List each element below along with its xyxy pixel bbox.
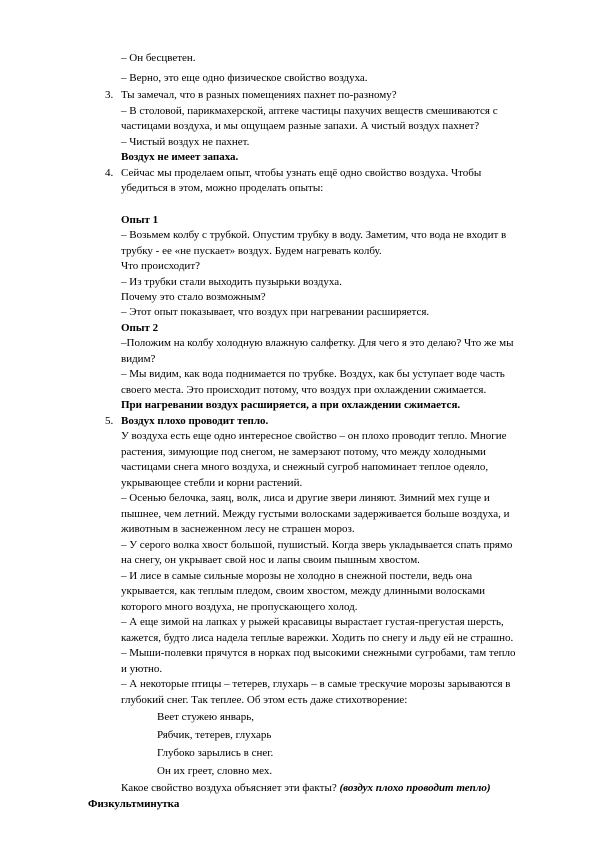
text-line: – Мыши-полевки прячутся в норках под высокими снежными сугробами, там тепло	[121, 647, 516, 659]
text-line: растения, зимующие под снегом, не замерзают потому, что между холодными	[121, 446, 486, 458]
text-line: Ты замечал, что в разных помещениях пахнет по-разному?	[121, 89, 397, 101]
text-line: – Осенью белочка, заяц, волк, лиса и другие звери линяют. Зимний мех гуще и	[121, 492, 490, 504]
text-line: – А некоторые птицы – тетерев, глухарь – в самые трескучие морозы зарываются в	[121, 678, 511, 690]
text-line: на снегу, он укрывает свой нос и лапы своим пышным хвостом.	[121, 554, 420, 566]
text-line: – Из трубки стали выходить пузырьки воздуха.	[121, 276, 342, 288]
text-line: Что происходит?	[121, 260, 201, 272]
text-line: – Чистый воздух не пахнет.	[121, 136, 250, 148]
text-line: – Он бесцветен.	[121, 52, 196, 64]
list-number: 5.	[105, 415, 114, 427]
text-line: – Этот опыт показывает, что воздух при нагревании расширяется.	[121, 306, 430, 318]
bold-conclusion: Воздух не имеет запаха.	[121, 151, 239, 163]
text-line: – Возьмем колбу с трубкой. Опустим трубку в воду. Заметим, что вода не входит в	[121, 229, 507, 241]
text-line: пышнее, чем летний. Между густыми волосками задерживается больше воздуха, и	[121, 508, 510, 520]
text-line: – А еще зимой на лапках у рыжей красавицы вырастает густая-прегустая шерсть,	[121, 616, 504, 628]
answer-text: (воздух плохо проводит тепло)	[339, 782, 491, 794]
bold-conclusion: Воздух плохо проводит тепло.	[121, 415, 269, 427]
text-line: – И лисе в самые сильные морозы не холодно в снежной постели, ведь она	[121, 570, 473, 582]
poem-line: Глубоко зарылись в снег.	[157, 747, 274, 759]
poem-line: Рябчик, тетерев, глухарь	[157, 729, 272, 741]
text-line: Сейчас мы проделаем опыт, чтобы узнать ещё одно свойство воздуха. Чтобы	[121, 167, 482, 179]
text-line: – У серого волка хвост большой, пушистый. Когда зверь укладывается спать прямо	[121, 539, 513, 551]
text-line: У воздуха есть еще одно интересное свойство – он плохо проводит тепло. Многие	[121, 430, 507, 442]
question-text: Какое свойство воздуха объясняет эти факты?	[121, 782, 337, 794]
text-line: трубку - ее «не пускает» воздух. Будем нагревать колбу.	[121, 245, 382, 257]
text-line: укрывается, как теплым пледом, своим хвостом, между длинными волосками	[121, 585, 486, 597]
poem-line: Он их греет, словно мех.	[157, 765, 273, 777]
experiment-heading: Опыт 1	[121, 214, 159, 226]
poem-line: Веет стужею январь,	[157, 711, 255, 723]
experiment-heading: Опыт 2	[121, 322, 159, 334]
text-line: убедиться в этом, можно проделать опыты:	[121, 182, 324, 194]
list-number: 4.	[105, 167, 114, 179]
text-line: частицами снега много воздуха, и снежный сугроб напоминает теплое одеяло,	[121, 461, 489, 473]
text-line: видим?	[121, 353, 156, 365]
bold-conclusion: При нагревании воздух расширяется, а при охлаждении сжимается.	[121, 399, 461, 411]
text-line: укрывающее стебли и корни растений.	[121, 477, 303, 489]
text-line: –Положим на колбу холодную влажную салфетку. Для чего я это делаю? Что же мы	[121, 337, 514, 349]
text-line: – Верно, это еще одно физическое свойство воздуха.	[121, 72, 368, 84]
text-line: и уютно.	[121, 663, 163, 675]
text-line: Почему это стало возможным?	[121, 291, 266, 303]
list-number: 3.	[105, 89, 114, 101]
text-line: – Мы видим, как вода поднимается по трубке. Воздух, как бы уступает воде часть	[121, 368, 505, 380]
section-heading: Физкультминутка	[88, 798, 180, 810]
text-line: животным в заснеженном лесу не страшен мороз.	[121, 523, 355, 535]
text-line: глубокий снег. Так теплее. Об этом есть даже стихотворение:	[121, 694, 408, 706]
text-line: частицами воздуха, и мы ощущаем разные запахи. А чистый воздух пахнет?	[121, 120, 480, 132]
question-line	[121, 782, 491, 795]
text-line: своего места. Это происходит потому, что воздух при охлаждении сжимается.	[121, 384, 487, 396]
text-line: кажется, будто лиса надела теплые варежки. Ходить по снегу и льду ей не страшно.	[121, 632, 514, 644]
text-line: которого много воздуха, не пропускающего холод.	[121, 601, 358, 613]
text-line: – В столовой, парикмахерской, аптеке частицы пахучих веществ смешиваются с	[121, 105, 498, 117]
